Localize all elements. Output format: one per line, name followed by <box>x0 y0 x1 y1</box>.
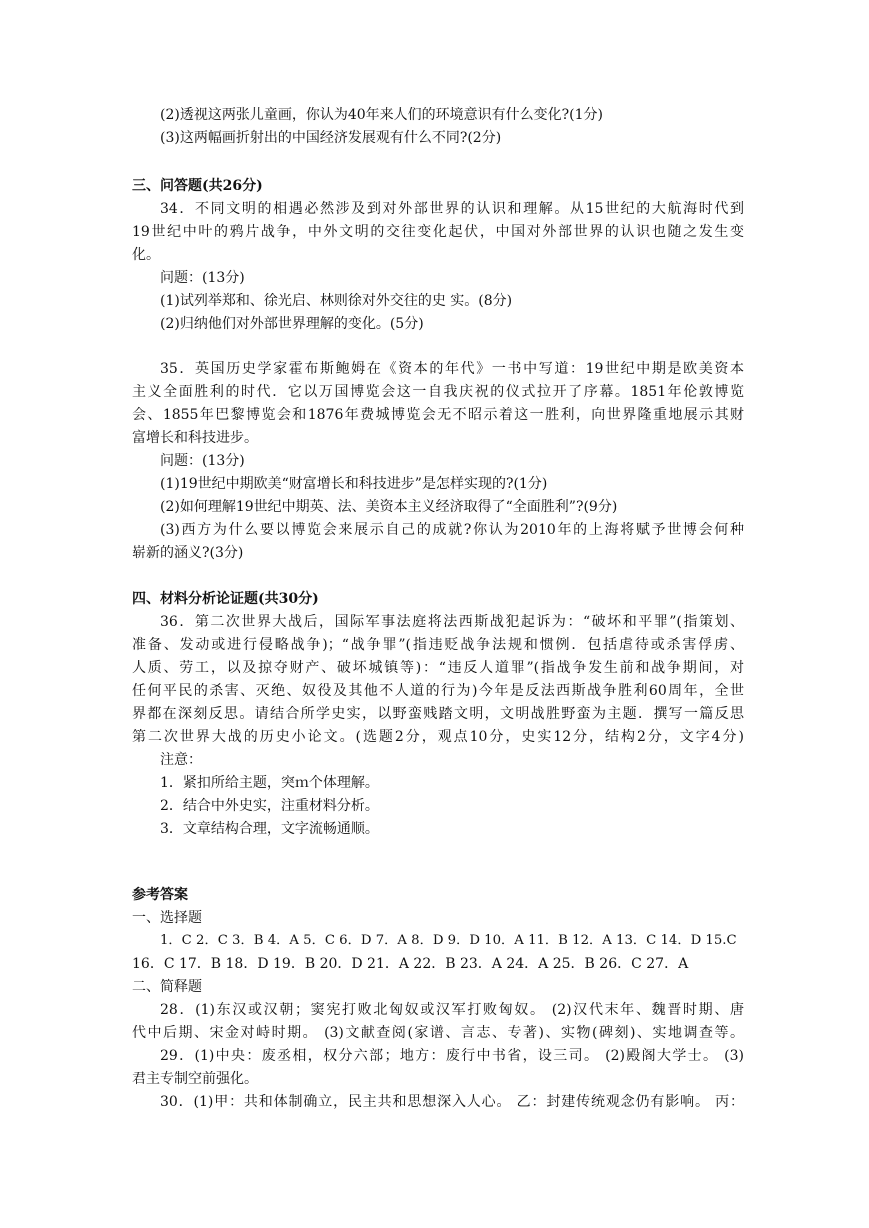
q35-text-line4: 富增长和科技进步。 <box>132 430 258 446</box>
q35-sub3-line2: 崭新的涵义?(3分) <box>132 545 244 561</box>
answer-30-line1: 30．(1)甲：共和体制确立，民主共和思想深入人心。 乙：封建传统观念仍有影响。 丙： <box>160 1094 744 1110</box>
q36-text-line6: 第二次世界大战的历史小论文。(选题2分，观点10分，史实12分，结构2分，文字4分) <box>132 729 744 745</box>
q34-text-line2: 19世纪中叶的鸦片战争，中外文明的交往变化起伏，中国对外部世界的认识也随之发生变 <box>132 224 744 240</box>
q34-question-label: 问题：(13分) <box>160 270 245 286</box>
q36-note-3: 3．文章结构合理，文字流畅通顺。 <box>160 821 379 837</box>
q33-sub3: (3)这两幅画折射出的中国经济发展观有什么不同?(2分) <box>160 130 502 146</box>
q36-text-line3: 人质、劳工，以及掠夺财产、破坏城镇等)：“违反人道罪”(指战争发生前和战争期间，对 <box>132 660 744 676</box>
q35-text-line2: 主义全面胜利的时代．它以万国博览会这一自我庆祝的仪式拉开了序幕。1851年伦敦博览 <box>132 384 744 400</box>
answer-28-line2: 代中后期、宋金对峙时期。 (3)文献查阅(家谱、言志、专著)、实物(碑刻)、实地调查等。 <box>132 1025 744 1041</box>
q34-text-line3: 化。 <box>132 247 160 263</box>
answers-section-1-heading: 一、选择题 <box>132 910 202 926</box>
answers-choice-line1: 1．C 2．C 3．B 4．A 5．C 6．D 7．A 8．D 9．D 10．A 11．B 12．A 13．C 14．D 15.C <box>160 933 737 948</box>
q35-text-line3: 会、1855年巴黎博览会和1876年费城博览会无不昭示着这一胜利，向世界隆重地展示其财 <box>132 407 744 423</box>
q36-text-line4: 任何平民的杀害、灭绝、奴役及其他不人道的行为)今年是反法西斯战争胜利60周年，全世 <box>132 683 744 699</box>
answer-28-line1: 28．(1)东汉或汉朝；窦宪打败北匈奴或汉军打败匈奴。 (2)汉代末年、魏晋时期、唐 <box>160 1002 744 1018</box>
q36-text-line5: 界都在深刻反思。请结合所学史实，以野蛮贱踏文明，文明战胜野蛮为主题．撰写一篇反思 <box>132 706 744 722</box>
q36-text-line1: 36．第二次世界大战后，国际军事法庭将法西斯战犯起诉为：“破坏和平罪”(指策划、 <box>160 614 744 630</box>
q35-sub1: (1)19世纪中期欧美“财富增长和科技进步”是怎样实现的?(1分) <box>160 476 548 492</box>
q36-note-2: 2．结合中外史实，注重材料分析。 <box>160 798 379 814</box>
q33-sub2: (2)透视这两张儿童画，你认为40年来人们的环境意识有什么变化?(1分) <box>160 107 603 123</box>
q36-note-label: 注意： <box>160 752 202 768</box>
q34-sub2: (2)归纳他们对外部世界理解的变化。(5分) <box>160 316 424 332</box>
answers-choice-line2: 16．C 17．B 18．D 19．B 20．D 21．A 22．B 23．A 24．A 25．B 26．C 27．A <box>132 956 689 972</box>
answers-heading: 参考答案 <box>132 887 188 903</box>
q34-text-line1: 34．不同文明的相遇必然涉及到对外部世界的认识和理解。从15世纪的大航海时代到 <box>160 201 744 217</box>
q35-question-label: 问题：(13分) <box>160 453 245 469</box>
q36-note-1: 1．紧扣所给主题，突ｍ个体理解。 <box>160 775 379 791</box>
q35-text-line1: 35．英国历史学家霍布斯鲍姆在《资本的年代》一书中写道：19世纪中期是欧美资本 <box>160 361 744 377</box>
section-4-heading: 四、材料分析论证题(共30分) <box>132 591 319 607</box>
q35-sub3-line1: (3)西方为什么要以博览会来展示自己的成就?你认为2010年的上海将赋予世博会何种 <box>160 522 744 538</box>
section-3-heading: 三、问答题(共26分) <box>132 178 263 194</box>
answers-section-2-heading: 二、简释题 <box>132 979 202 995</box>
q36-text-line2: 准备、发动或进行侵略战争)；“战争罪”(指违贬战争法规和惯例．包括虐待或杀害俘虏、 <box>132 637 744 653</box>
q34-sub1: (1)试列举郑和、徐光启、林则徐对外交往的史 实。(8分) <box>160 293 513 309</box>
answer-29-line2: 君主专制空前强化。 <box>132 1071 258 1087</box>
answer-29-line1: 29．(1)中央：废丞相，权分六部；地方：废行中书省，设三司。 (2)殿阁大学士。 (3) <box>160 1048 744 1064</box>
q35-sub2: (2)如何理解19世纪中期英、法、美资本主义经济取得了“全面胜利”?(9分) <box>160 499 618 515</box>
